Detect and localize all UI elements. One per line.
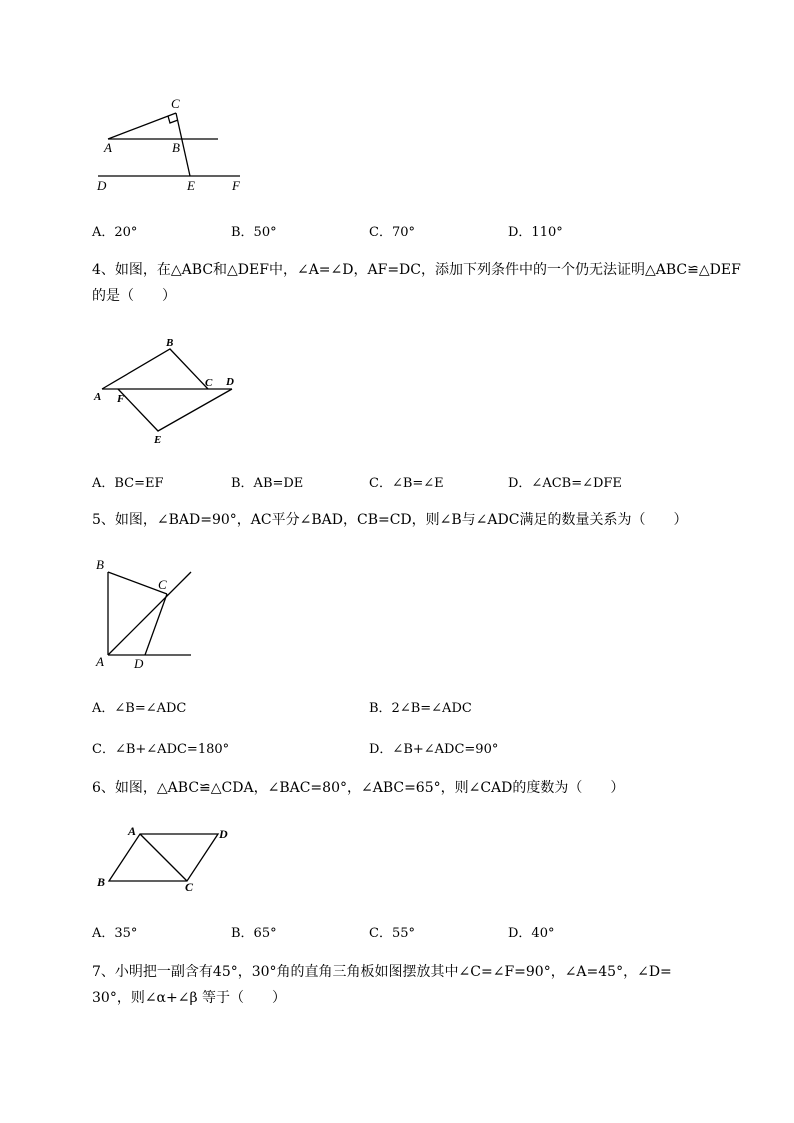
- label-d: D: [97, 178, 107, 193]
- label-d: D: [219, 827, 228, 841]
- label-f: F: [232, 178, 240, 193]
- label-d: D: [226, 376, 234, 388]
- q4-option-b: B．AB=DE: [231, 476, 304, 491]
- label-a: A: [94, 391, 102, 403]
- q3-option-b: B．50°: [231, 225, 277, 240]
- label-e: E: [154, 434, 162, 446]
- label-c: C: [205, 377, 213, 389]
- q7-stem-line1: 7、小明把一副含有45°，30°角的直角三角板如图摆放其中∠C=∠F=90°，∠A=45°，∠D=: [92, 964, 672, 980]
- label-c: C: [185, 880, 194, 894]
- label-a: A: [96, 654, 104, 669]
- q6-option-a: A．35°: [92, 926, 138, 941]
- q4-option-c: C．∠B=∠E: [369, 476, 444, 491]
- q4-option-d: D．∠ACB=∠DFE: [508, 476, 622, 491]
- q3-option-c: C．70°: [369, 225, 415, 240]
- label-c: C: [171, 96, 180, 111]
- q6-option-b: B．65°: [231, 926, 277, 941]
- label-b: B: [166, 337, 174, 349]
- label-f: F: [117, 393, 125, 405]
- label-b: B: [96, 557, 104, 572]
- q4-stem-line2: 的是（ ）: [92, 288, 176, 304]
- q5-option-b: B．2∠B=∠ADC: [369, 701, 472, 716]
- label-c: C: [158, 577, 167, 592]
- q5-option-d: D．∠B+∠ADC=90°: [369, 742, 499, 757]
- diagonal-ac: [140, 834, 187, 881]
- q3-option-a: A．20°: [92, 225, 138, 240]
- label-b: B: [172, 140, 180, 155]
- q6-option-c: C．55°: [369, 926, 415, 941]
- q5-stem: 5、如图，∠BAD=90°，AC平分∠BAD，CB=CD，则∠B与∠ADC满足的数量关系为（ ）: [92, 512, 688, 528]
- q7-stem-line2: 30°，则∠α+∠β 等于（ ）: [92, 990, 287, 1006]
- q6-option-d: D．40°: [508, 926, 555, 941]
- label-b: B: [97, 875, 106, 889]
- q5-option-a: A．∠B=∠ADC: [92, 701, 187, 716]
- label-e: E: [187, 178, 195, 193]
- label-d: D: [134, 656, 144, 671]
- q4-option-a: A．BC=EF: [92, 476, 164, 491]
- q5-option-c: C．∠B+∠ADC=180°: [92, 742, 230, 757]
- label-a: A: [128, 824, 137, 838]
- q6-stem: 6、如图，△ABC≌△CDA，∠BAC=80°，∠ABC=65°，则∠CAD的度数为（ ）: [92, 780, 625, 796]
- q3-option-d: D．110°: [508, 225, 563, 240]
- q4-stem-line1: 4、如图，在△ABC和△DEF中，∠A=∠D，AF=DC，添加下列条件中的一个仍无法证明△ABC≌△DEF: [92, 262, 741, 278]
- label-a: A: [104, 140, 112, 155]
